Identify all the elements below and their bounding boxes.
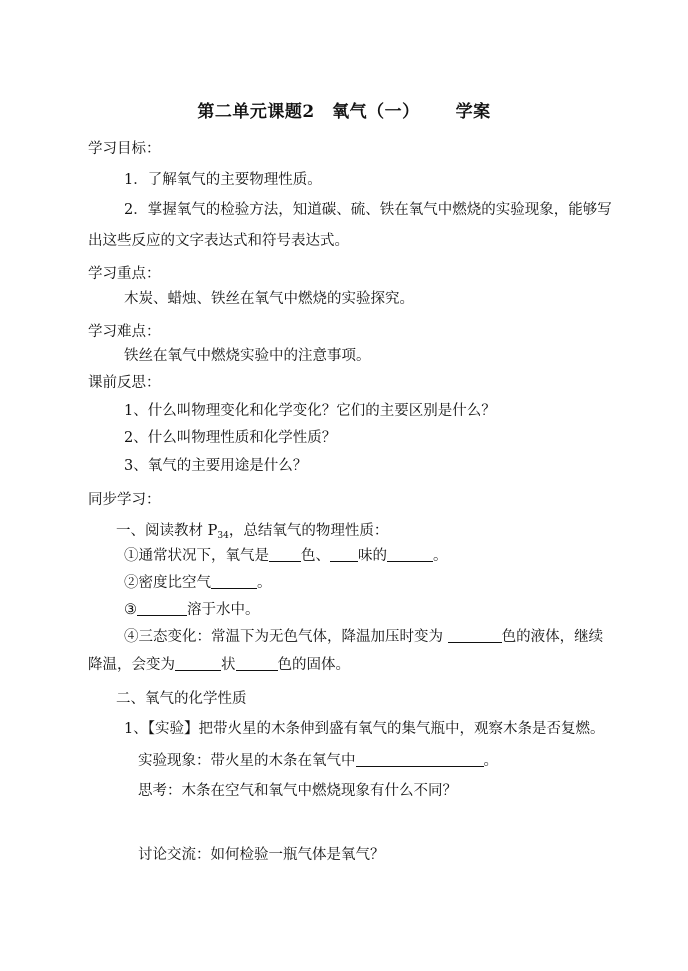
think-question: 思考：木条在空气和氧气中燃烧现象有什么不同？ bbox=[138, 783, 457, 799]
preview-question-2: 2、什么叫物理性质和化学性质？ bbox=[124, 430, 337, 446]
observation-line bbox=[138, 751, 498, 771]
study-heading: 同步学习： bbox=[88, 492, 161, 508]
difficulties-heading: 学习难点： bbox=[88, 324, 161, 340]
fill-1-text-b: 色、 bbox=[301, 548, 330, 564]
observation-text-b: 。 bbox=[483, 753, 498, 769]
fill-line-4-cont bbox=[88, 655, 350, 675]
fill-4-text-d: 状 bbox=[221, 657, 236, 673]
experiment-label: 1、【实验】 bbox=[124, 721, 199, 737]
blank-smell[interactable] bbox=[330, 546, 358, 562]
fill-3-text-b: 溶于水中。 bbox=[187, 602, 260, 618]
blank-gas[interactable] bbox=[387, 546, 433, 562]
objective-item-2-line1: 2．掌握氧气的检验方法，知道碳、硫、铁在氧气中燃烧的实验现象，能够写 bbox=[124, 202, 612, 218]
objective-item-2-line2: 出这些反应的文字表达式和符号表达式。 bbox=[88, 233, 349, 249]
part1-intro-page: 34 bbox=[217, 531, 229, 541]
fill-line-4 bbox=[124, 627, 603, 647]
preview-heading: 课前反思： bbox=[88, 375, 161, 391]
discussion-question: 讨论交流：如何检验一瓶气体是氧气？ bbox=[138, 847, 385, 863]
title-main: 第二单元课题2 氧气（一） bbox=[197, 102, 420, 122]
title-suffix: 学案 bbox=[455, 102, 491, 122]
blank-observation[interactable] bbox=[356, 751, 484, 767]
fill-2-text-a: ②密度比空气 bbox=[124, 575, 211, 591]
fill-1-text-c: 味的 bbox=[358, 548, 387, 564]
experiment-line bbox=[124, 719, 604, 739]
fill-2-text-b: 。 bbox=[257, 575, 272, 591]
fill-1-text-d: 。 bbox=[433, 548, 448, 564]
fill-1-text-a: ①通常状况下，氧气是 bbox=[124, 548, 269, 564]
fill-4-text-b: 色的液体，继续 bbox=[501, 629, 604, 645]
part2-heading: 二、氧气的化学性质 bbox=[116, 691, 247, 707]
preview-question-3: 3、氧气的主要用途是什么？ bbox=[124, 458, 308, 474]
part1-intro-pre: 一、阅读教材 P bbox=[116, 523, 218, 539]
fill-line-1 bbox=[124, 546, 448, 566]
blank-liquid-color[interactable] bbox=[448, 627, 502, 643]
fill-line-3 bbox=[124, 600, 260, 620]
key-points-text: 木炭、蜡烛、铁丝在氧气中燃烧的实验探究。 bbox=[124, 291, 414, 307]
fill-3-text-a: ③ bbox=[124, 602, 137, 618]
blank-solid-color[interactable] bbox=[236, 655, 278, 671]
blank-color[interactable] bbox=[269, 546, 301, 562]
preview-question-1: 1、什么叫物理变化和化学变化？它们的主要区别是什么？ bbox=[124, 403, 496, 419]
experiment-text: 把带火星的木条伸到盛有氧气的集气瓶中，观察木条是否复燃。 bbox=[198, 721, 605, 737]
fill-4-text-c: 降温，会变为 bbox=[88, 657, 175, 673]
blank-solid-shape[interactable] bbox=[175, 655, 221, 671]
page-title bbox=[0, 100, 688, 124]
fill-line-2 bbox=[124, 573, 272, 593]
blank-density[interactable] bbox=[211, 573, 257, 589]
blank-solubility[interactable] bbox=[137, 600, 187, 616]
key-points-heading: 学习重点： bbox=[88, 266, 161, 282]
objective-item-1: 1．了解氧气的主要物理性质。 bbox=[124, 172, 322, 188]
objectives-heading: 学习目标： bbox=[88, 141, 161, 157]
part1-intro-post: ，总结氧气的物理性质： bbox=[228, 523, 389, 539]
fill-4-text-e: 色的固体。 bbox=[277, 657, 350, 673]
difficulties-text: 铁丝在氧气中燃烧实验中的注意事项。 bbox=[124, 348, 371, 364]
part1-intro bbox=[116, 521, 388, 546]
fill-4-text-a: ④三态变化：常温下为无色气体，降温加压时变为 bbox=[124, 629, 443, 645]
observation-text-a: 实验现象：带火星的木条在氧气中 bbox=[138, 753, 356, 769]
